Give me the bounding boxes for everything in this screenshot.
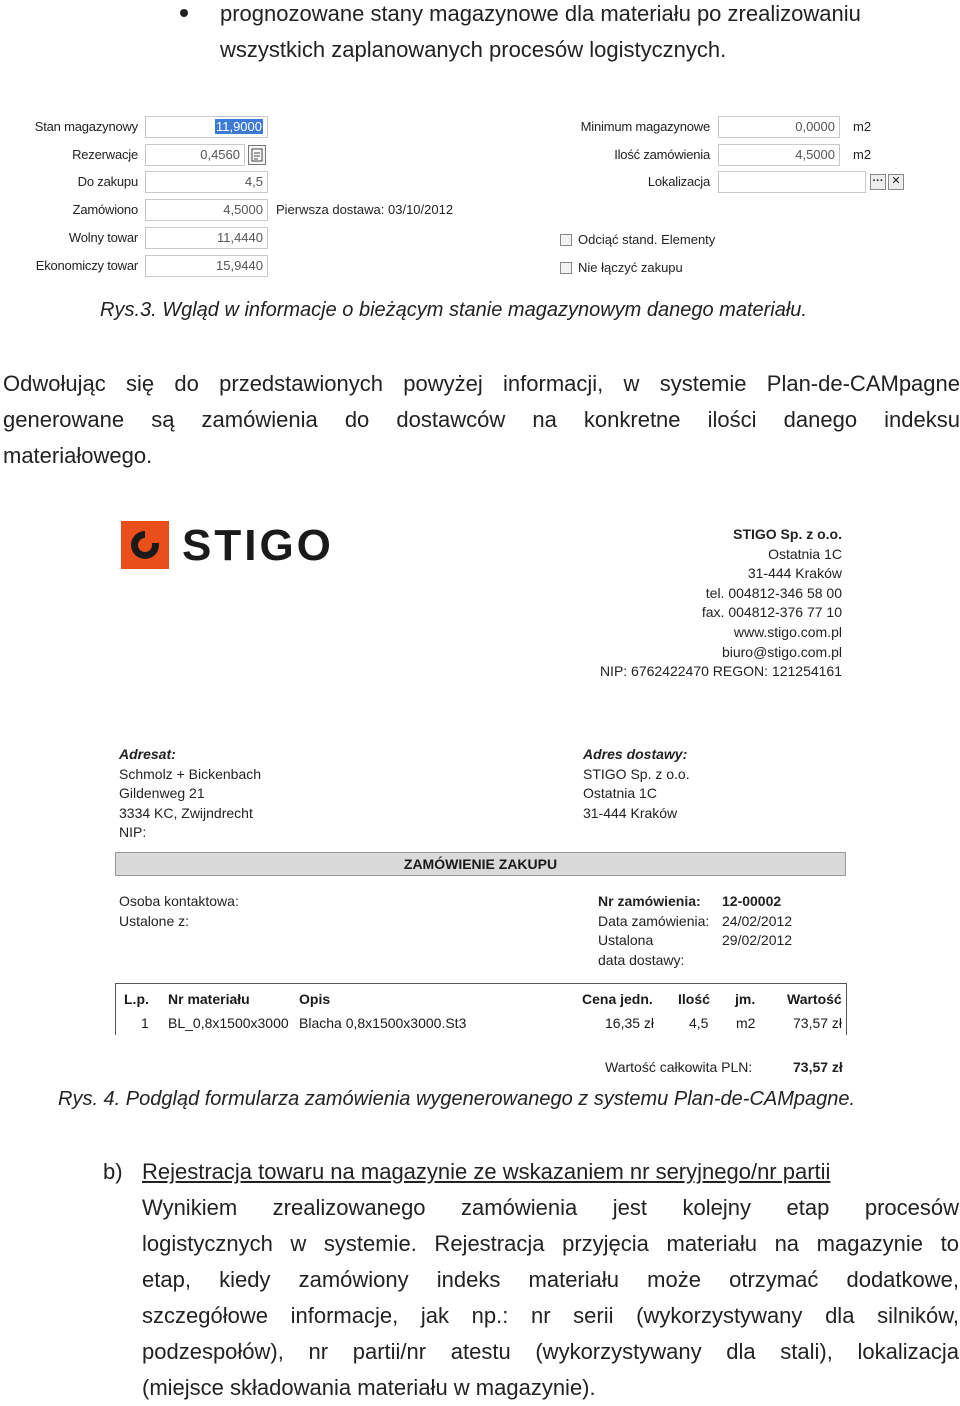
adresat-title: Adresat: bbox=[119, 746, 176, 762]
label-rezerwacje: Rezerwacje bbox=[72, 147, 138, 162]
field-stan[interactable] bbox=[145, 116, 268, 138]
th-nr: Nr materiału bbox=[168, 991, 250, 1007]
section-b-marker: b) bbox=[103, 1159, 123, 1184]
label-ekonomiczny: Ekonomiczy towar bbox=[35, 258, 138, 273]
bullet-line-2: wszystkich zaplanowanych procesów logistycznych. bbox=[220, 37, 727, 62]
company-info bbox=[600, 525, 842, 682]
company-fax: fax. 004812-376 77 10 bbox=[701, 604, 842, 621]
delivery-title: Adres dostawy: bbox=[583, 746, 688, 762]
delivery-block bbox=[583, 745, 690, 823]
field-rezerwacje[interactable] bbox=[145, 144, 245, 166]
first-delivery-text: Pierwsza dostawa: 03/10/2012 bbox=[276, 202, 454, 217]
label-stan: Stan magazynowy bbox=[34, 119, 138, 134]
order-no-label: Nr zamówienia: bbox=[598, 893, 701, 909]
section-b-line4: szczegółowe informacje, jak np.: nr serii (wykorzystywany dla silników, bbox=[142, 1303, 959, 1328]
th-opis: Opis bbox=[299, 991, 331, 1007]
company-street: Ostatnia 1C bbox=[768, 545, 842, 562]
bullet-line-1: prognozowane stany magazynowe dla materiału po zrealizowaniu bbox=[220, 1, 861, 26]
unit-ilosc: m2 bbox=[853, 147, 872, 162]
items-table bbox=[115, 983, 847, 1035]
label-lokalizacja: Lokalizacja bbox=[647, 174, 710, 189]
cell-jm: m2 bbox=[736, 1015, 756, 1031]
para1-line2: generowane są zamówienia do dostawców na konkretne ilości danego indeksu bbox=[3, 407, 960, 432]
label-ilosc-zamowienia: Ilość zamówienia bbox=[614, 147, 710, 162]
th-jm: jm. bbox=[735, 991, 756, 1007]
unit-minimum: m2 bbox=[853, 119, 872, 134]
field-zamowiono[interactable]: 4,5000 bbox=[145, 199, 268, 221]
delivery-date-label2: data dostawy: bbox=[598, 952, 685, 968]
order-title-bar: ZAMÓWIENIE ZAKUPU bbox=[115, 852, 846, 876]
contact-label: Osoba kontaktowa: bbox=[119, 893, 239, 909]
field-ekonomiczny[interactable]: 15,9440 bbox=[145, 255, 268, 277]
browse-icon[interactable]: ··· bbox=[870, 174, 886, 190]
th-cena: Cena jedn. bbox=[582, 991, 653, 1007]
field-lokalizacja[interactable] bbox=[718, 171, 866, 193]
section-b-line6: (miejsce składowania materiału w magazynie). bbox=[142, 1375, 596, 1400]
delivery-line: Ostatnia 1C bbox=[583, 785, 657, 802]
field-rezerwacje-value: 0,4560 bbox=[200, 147, 240, 162]
para1-line3: materiałowego. bbox=[3, 443, 153, 468]
company-city: 31-444 Kraków bbox=[747, 565, 842, 582]
notepad-icon[interactable] bbox=[248, 145, 266, 165]
cell-opis: Blacha 0,8x1500x3000.St3 bbox=[299, 1015, 467, 1031]
delivery-date: 29/02/2012 bbox=[722, 932, 793, 948]
section-b-line1: Wynikiem zrealizowanego zamówienia jest kolejny etap procesów bbox=[142, 1195, 959, 1220]
para1-line1: Odwołując się do przedstawionych powyżej informacji, w systemie Plan-de-CAMpagne bbox=[3, 371, 960, 396]
delivery-date-label1: Ustalona bbox=[598, 932, 654, 948]
total-label: Wartość całkowita PLN: bbox=[605, 1059, 753, 1075]
cell-cena: 16,35 zł bbox=[605, 1015, 655, 1031]
order-date-label: Data zamówienia: bbox=[598, 913, 710, 929]
adresat-block bbox=[119, 745, 261, 843]
cell-nr: BL_0,8x1500x3000 bbox=[168, 1015, 289, 1031]
th-ilosc: Ilość bbox=[678, 991, 710, 1007]
company-name: STIGO Sp. z o.o. bbox=[733, 526, 842, 542]
field-wolny-towar[interactable]: 11,4440 bbox=[145, 227, 268, 249]
checkbox-nie-laczyc[interactable] bbox=[560, 262, 572, 274]
section-b-line2: logistycznych w systemie. Rejestracja przyjęcia materiału na magazynie to bbox=[142, 1231, 959, 1256]
order-no: 12-00002 bbox=[722, 893, 782, 909]
field-minimum[interactable]: 0,0000 bbox=[718, 116, 840, 138]
stigo-logo bbox=[121, 521, 169, 569]
delivery-line: STIGO Sp. z o.o. bbox=[583, 765, 690, 782]
checkbox-nie-laczyc-label: Nie łączyć zakupu bbox=[578, 260, 683, 275]
total-value: 73,57 zł bbox=[793, 1059, 843, 1075]
company-tel: tel. 004812-346 58 00 bbox=[705, 584, 842, 601]
adresat-line: NIP: bbox=[119, 824, 147, 841]
company-nip: NIP: 6762422470 REGON: 121254161 bbox=[599, 663, 842, 680]
label-do-zakupu: Do zakupu bbox=[77, 174, 138, 189]
adresat-line: 3334 KC, Zwijndrecht bbox=[119, 804, 253, 821]
cell-lp: 1 bbox=[141, 1015, 149, 1031]
field-ilosc-zamowienia[interactable]: 4,5000 bbox=[718, 144, 840, 166]
cell-ilosc: 4,5 bbox=[689, 1015, 709, 1031]
cell-wartosc: 73,57 zł bbox=[793, 1015, 843, 1031]
checkbox-odciac[interactable] bbox=[560, 234, 572, 246]
stigo-logo-text: STIGO bbox=[182, 521, 334, 570]
delivery-line: 31-444 Kraków bbox=[583, 804, 678, 821]
field-do-zakupu[interactable]: 4,5 bbox=[145, 171, 268, 193]
clear-icon[interactable]: ✕ bbox=[888, 174, 904, 190]
field-stan-value: 11,9000 bbox=[215, 119, 262, 134]
label-zamowiono: Zamówiono bbox=[72, 202, 138, 217]
label-minimum: Minimum magazynowe bbox=[580, 119, 710, 134]
adresat-line: Gildenweg 21 bbox=[119, 785, 205, 802]
company-email: biuro@stigo.com.pl bbox=[721, 643, 842, 660]
label-wolny-towar: Wolny towar bbox=[68, 230, 138, 245]
agreed-label: Ustalone z: bbox=[119, 913, 190, 929]
th-lp: L.p. bbox=[124, 991, 149, 1007]
caption-rys4: Rys. 4. Podgląd formularza zamówienia wygenerowanego z systemu Plan-de-CAMpagne. bbox=[58, 1088, 856, 1110]
bullet-dot bbox=[180, 9, 188, 17]
caption-rys3: Rys.3. Wgląd w informacje o bieżącym stanie magazynowym danego materiału. bbox=[100, 299, 807, 321]
section-b-title: Rejestracja towaru na magazynie ze wskazaniem nr seryjnego/nr partii bbox=[142, 1159, 831, 1184]
company-www: www.stigo.com.pl bbox=[733, 623, 842, 640]
order-date: 24/02/2012 bbox=[722, 913, 793, 929]
checkbox-odciac-label: Odciąć stand. Elementy bbox=[578, 232, 716, 247]
section-b-line5: podzespołów), nr partii/nr atestu (wykorzystywany dla stali), lokalizacja bbox=[142, 1339, 959, 1364]
th-wartosc: Wartość bbox=[787, 991, 842, 1007]
adresat-line: Schmolz + Bickenbach bbox=[119, 765, 262, 782]
section-b-line3: etap, kiedy zamówiony indeks materiału może otrzymać dodatkowe, bbox=[142, 1267, 959, 1292]
